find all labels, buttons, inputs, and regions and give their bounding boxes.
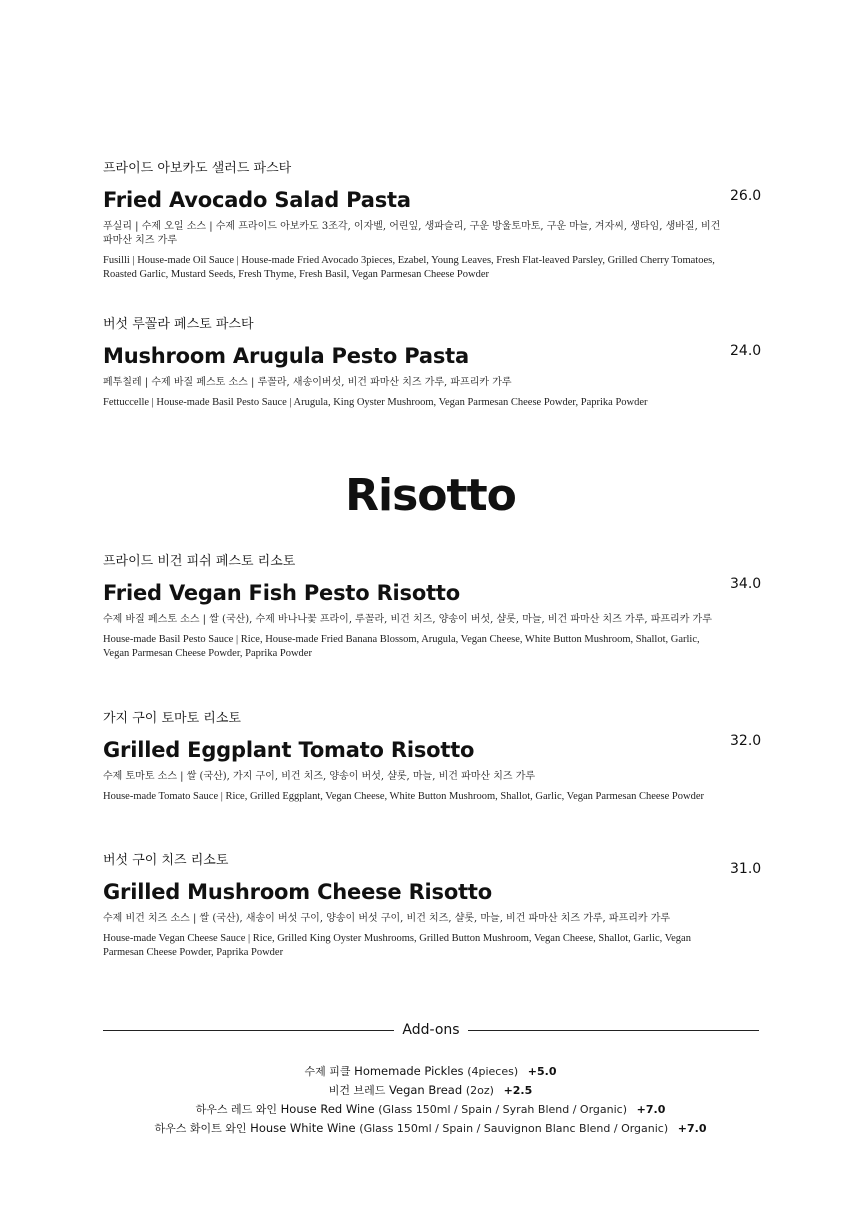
item-english-name: Grilled Eggplant Tomato Risotto <box>103 738 475 762</box>
addon-detail: (2oz) <box>465 1084 494 1097</box>
addon-price: +2.5 <box>503 1084 533 1097</box>
item-korean-name: 프라이드 아보카도 샐러드 파스타 <box>103 161 292 176</box>
item-price: 34.0 <box>730 576 762 592</box>
addon-korean-name: 비건 브레드 <box>328 1084 386 1097</box>
item-english-name: Fried Avocado Salad Pasta <box>103 188 411 212</box>
item-korean-description: 수제 바질 페스토 소스 | 쌀 (국산), 수제 바나나꽃 프라이, 루꼴라, 비건 치즈, 양송이 버섯, 샬롯, 마늘, 비건 파마산 치즈 가루, 파프리카 가루 <box>103 614 712 625</box>
item-english-description: Fusilli | House-made Oil Sauce | House-made Fried Avocado 3pieces, Ezabel, Young Leaves, Fresh Flat-leaved Parsley, Grilled Cherry Tomatoes, Roasted Garlic, Mustard Seeds, Fresh Thyme, Fresh Basil, Vegan Parmesan Cheese Powder <box>103 255 715 280</box>
divider-left <box>103 1030 394 1031</box>
item-korean-description: 푸실리 | 수제 오일 소스 | 수제 프라이드 아보카도 3조각, 이자벨, 어린잎, 생파슬리, 구운 방울토마토, 구운 마늘, 겨자씨, 생타임, 생바질, 비건 파마산 치즈 가루 <box>103 221 721 246</box>
item-english-description: House-made Tomato Sauce | Rice, Grilled Eggplant, Vegan Cheese, White Button Mushroom, Shallot, Garlic, Vegan Parmesan Cheese Powder <box>103 791 705 802</box>
addon-korean-name: 수제 피클 <box>304 1065 351 1078</box>
item-korean-description: 페투칠레 | 수제 바질 페스토 소스 | 루꼴라, 새송이버섯, 비건 파마산 치즈 가루, 파프리카 가루 <box>103 377 512 388</box>
addon-detail: (Glass 150ml / Spain / Sauvignon Blanc Blend / Organic) <box>359 1122 669 1135</box>
addon-english-name: House Red Wine <box>280 1102 375 1116</box>
menu-item-mushroom-arugula-pesto-pasta <box>103 316 763 410</box>
addon-english-name: Vegan Bread <box>389 1083 463 1097</box>
item-english-name: Fried Vegan Fish Pesto Risotto <box>103 581 460 605</box>
menu-item-fried-vegan-fish-pesto-risotto <box>103 553 763 661</box>
addons-list <box>0 1062 861 1138</box>
item-korean-description: 수제 비건 치즈 소스 | 쌀 (국산), 새송이 버섯 구이, 양송이 버섯 구이, 비건 치즈, 샬롯, 마늘, 비건 파마산 치즈 가루, 파프리카 가루 <box>103 913 671 924</box>
item-english-name: Grilled Mushroom Cheese Risotto <box>103 880 492 904</box>
addon-item <box>0 1062 861 1081</box>
item-price: 24.0 <box>730 343 762 359</box>
addon-detail: (Glass 150ml / Spain / Syrah Blend / Organic) <box>378 1103 627 1116</box>
addon-detail: (4pieces) <box>467 1065 519 1078</box>
addons-title: Add-ons <box>402 1022 460 1038</box>
addon-price: +7.0 <box>677 1122 707 1135</box>
item-korean-description: 수제 토마토 소스 | 쌀 (국산), 가지 구이, 비건 치즈, 양송이 버섯, 샬롯, 마늘, 비건 파마산 치즈 가루 <box>103 771 536 782</box>
item-english-description: Fettuccelle | House-made Basil Pesto Sauce | Arugula, King Oyster Mushroom, Vegan Parmesan Cheese Powder, Paprika Powder <box>103 397 648 408</box>
item-price: 32.0 <box>730 733 762 749</box>
item-korean-name: 버섯 루꼴라 페스토 파스타 <box>103 317 254 332</box>
addons-header <box>103 1019 759 1041</box>
menu-item-fried-avocado-salad-pasta <box>103 160 763 282</box>
item-korean-name: 프라이드 비건 피쉬 페스토 리소토 <box>103 554 296 569</box>
menu-item-grilled-mushroom-cheese-risotto <box>103 852 763 960</box>
divider-right <box>468 1030 759 1031</box>
addon-korean-name: 하우스 화이트 와인 <box>154 1122 247 1135</box>
addon-korean-name: 하우스 레드 와인 <box>195 1103 277 1116</box>
item-english-name: Mushroom Arugula Pesto Pasta <box>103 344 469 368</box>
item-english-description: House-made Basil Pesto Sauce | Rice, House-made Fried Banana Blossom, Arugula, Vegan Cheese, White Button Mushroom, Shallot, Garlic, Vegan Parmesan Cheese Powder, Paprika Powder <box>103 634 700 659</box>
item-price: 31.0 <box>730 861 762 877</box>
menu-item-grilled-eggplant-tomato-risotto <box>103 710 763 804</box>
addon-item <box>0 1119 861 1138</box>
addon-item <box>0 1081 861 1100</box>
addon-english-name: Homemade Pickles <box>354 1064 464 1078</box>
addon-english-name: House White Wine <box>250 1121 356 1135</box>
item-korean-name: 가지 구이 토마토 리소토 <box>103 711 241 726</box>
item-english-description: House-made Vegan Cheese Sauce | Rice, Grilled King Oyster Mushrooms, Grilled Button Mushroom, Vegan Cheese, Shallot, Garlic, Vegan Parmesan Cheese Powder, Paprika Powder <box>103 933 691 958</box>
addon-price: +5.0 <box>527 1065 557 1078</box>
section-title-risotto: Risotto <box>345 470 516 521</box>
item-korean-name: 버섯 구이 치즈 리소토 <box>103 853 229 868</box>
addon-item <box>0 1100 861 1119</box>
addon-price: +7.0 <box>636 1103 666 1116</box>
item-price: 26.0 <box>730 188 762 204</box>
